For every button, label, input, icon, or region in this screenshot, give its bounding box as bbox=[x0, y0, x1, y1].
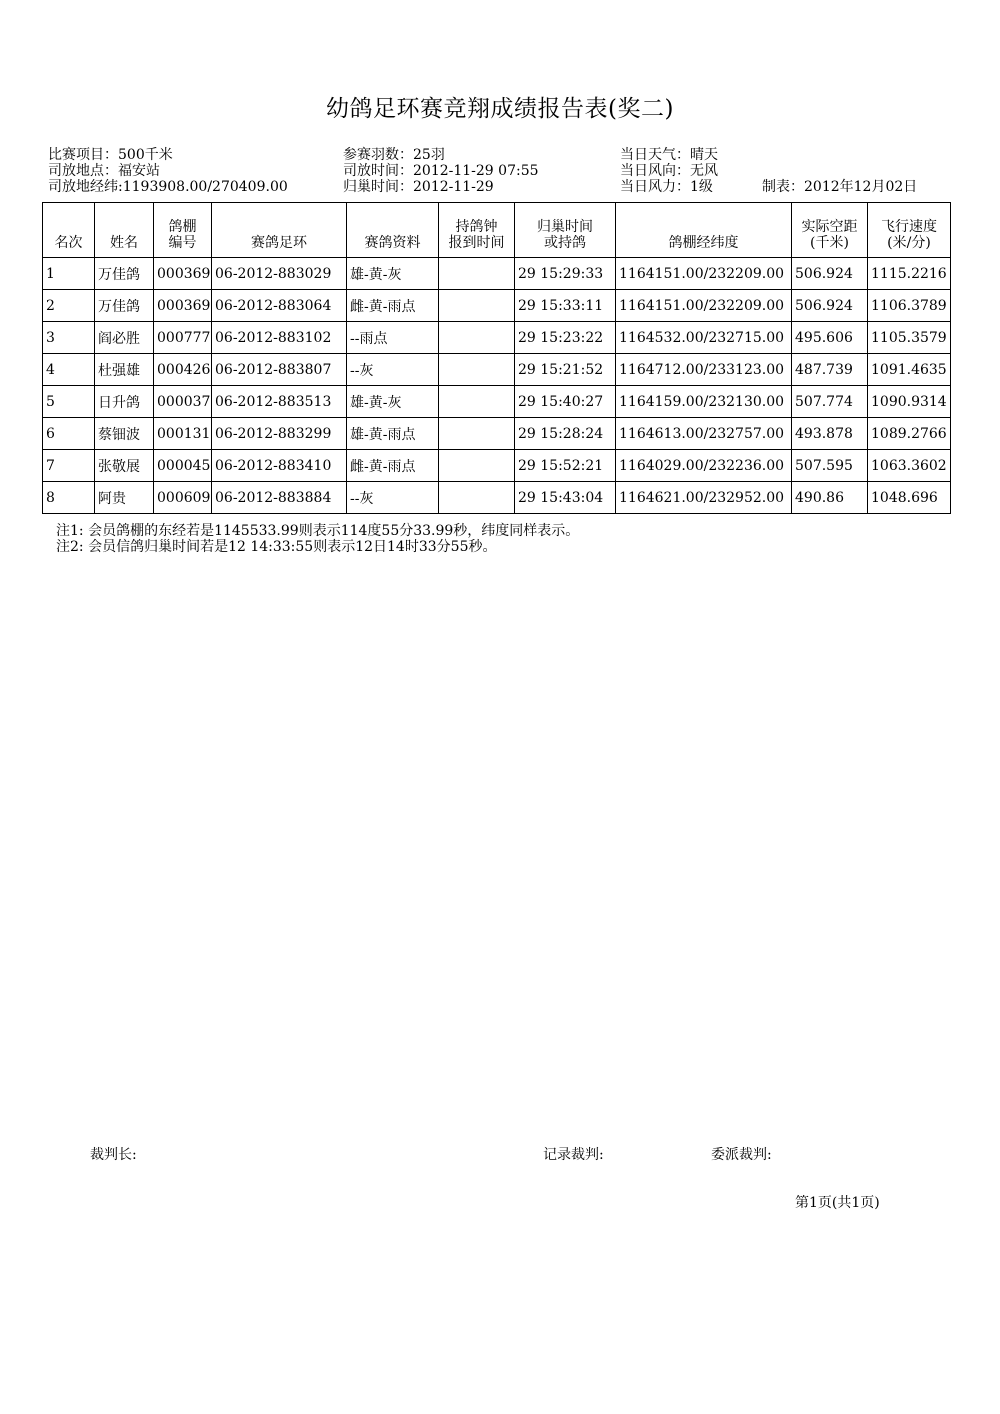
header-name-line: 姓名 bbox=[110, 235, 138, 251]
header-loft-id-line: 编号 bbox=[168, 235, 197, 251]
table-body bbox=[43, 258, 951, 514]
info-block-left bbox=[48, 147, 288, 195]
cell-bird-info: 雌-黄-雨点 bbox=[347, 450, 439, 482]
cell-loft-id: 000369 bbox=[154, 258, 212, 290]
header-loft-coords bbox=[616, 203, 792, 258]
info-wind-direction: 当日风向：无风 bbox=[620, 163, 718, 179]
cell-clock-time bbox=[439, 322, 515, 354]
info-release-site: 司放地点：福安站 bbox=[48, 163, 160, 179]
cell-rank: 3 bbox=[43, 322, 95, 354]
cell-clock-time bbox=[439, 482, 515, 514]
cell-distance: 507.595 bbox=[792, 450, 868, 482]
cell-name: 阎必胜 bbox=[95, 322, 154, 354]
cell-distance: 487.739 bbox=[792, 354, 868, 386]
cell-rank: 7 bbox=[43, 450, 95, 482]
info-entry-count: 参赛羽数：25羽 bbox=[343, 147, 445, 163]
cell-rank: 8 bbox=[43, 482, 95, 514]
table-row bbox=[43, 258, 951, 290]
header-ring-number bbox=[212, 203, 347, 258]
table-row bbox=[43, 450, 951, 482]
cell-loft-id: 000131 bbox=[154, 418, 212, 450]
info-release-coords: 司放地经纬:1193908.00/270409.00 bbox=[48, 179, 288, 195]
cell-rank: 6 bbox=[43, 418, 95, 450]
cell-loft-coords: 1164029.00/232236.00 bbox=[616, 450, 792, 482]
cell-name: 万佳鸽 bbox=[95, 258, 154, 290]
table-row bbox=[43, 322, 951, 354]
cell-rank: 4 bbox=[43, 354, 95, 386]
cell-return-time: 29 15:40:27 bbox=[515, 386, 616, 418]
cell-speed: 1105.3579 bbox=[868, 322, 951, 354]
report-title: 幼鸽足环赛竞翔成绩报告表(奖二) bbox=[326, 96, 674, 122]
header-clock-time-line: 持鸽钟 bbox=[455, 219, 498, 235]
cell-clock-time bbox=[439, 418, 515, 450]
cell-clock-time bbox=[439, 386, 515, 418]
header-distance-line: 实际空距 bbox=[801, 219, 858, 235]
cell-loft-coords: 1164151.00/232209.00 bbox=[616, 258, 792, 290]
cell-loft-coords: 1164712.00/233123.00 bbox=[616, 354, 792, 386]
cell-return-time: 29 15:33:11 bbox=[515, 290, 616, 322]
cell-distance: 490.86 bbox=[792, 482, 868, 514]
cell-bird-info: 雄-黄-灰 bbox=[347, 386, 439, 418]
header-distance-line: (千米) bbox=[810, 235, 849, 251]
cell-ring-number: 06-2012-883513 bbox=[212, 386, 347, 418]
cell-bird-info: 雄-黄-雨点 bbox=[347, 418, 439, 450]
info-block-middle bbox=[343, 147, 539, 195]
cell-speed: 1090.9314 bbox=[868, 386, 951, 418]
info-made-date: 制表：2012年12月02日 bbox=[762, 179, 918, 195]
cell-distance: 507.774 bbox=[792, 386, 868, 418]
info-weather: 当日天气：晴天 bbox=[620, 147, 718, 163]
cell-distance: 493.878 bbox=[792, 418, 868, 450]
cell-distance: 506.924 bbox=[792, 258, 868, 290]
cell-loft-id: 000426 bbox=[154, 354, 212, 386]
cell-loft-id: 000045 bbox=[154, 450, 212, 482]
note-2: 注2: 会员信鸽归巢时间若是12 14:33:55则表示12日14时33分55秒。 bbox=[56, 539, 497, 555]
cell-clock-time bbox=[439, 450, 515, 482]
table-row bbox=[43, 386, 951, 418]
cell-speed: 1115.2216 bbox=[868, 258, 951, 290]
header-clock-time bbox=[439, 203, 515, 258]
table-header-row bbox=[43, 203, 951, 258]
cell-ring-number: 06-2012-883064 bbox=[212, 290, 347, 322]
cell-ring-number: 06-2012-883102 bbox=[212, 322, 347, 354]
info-race-item: 比赛项目：500千米 bbox=[48, 147, 173, 163]
cell-speed: 1106.3789 bbox=[868, 290, 951, 322]
cell-loft-coords: 1164532.00/232715.00 bbox=[616, 322, 792, 354]
header-loft-coords-line: 鸽棚经纬度 bbox=[668, 235, 739, 251]
cell-bird-info: --雨点 bbox=[347, 322, 439, 354]
cell-rank: 5 bbox=[43, 386, 95, 418]
cell-loft-id: 000037 bbox=[154, 386, 212, 418]
table-row bbox=[43, 290, 951, 322]
cell-return-time: 29 15:43:04 bbox=[515, 482, 616, 514]
info-wind-force: 当日风力：1级 bbox=[620, 179, 713, 195]
header-rank-line: 名次 bbox=[54, 235, 83, 251]
cell-return-time: 29 15:28:24 bbox=[515, 418, 616, 450]
header-clock-time-line: 报到时间 bbox=[448, 235, 505, 251]
header-name bbox=[95, 203, 154, 258]
chief-referee-label: 裁判长: bbox=[90, 1147, 137, 1163]
info-release-time: 司放时间：2012-11-29 07:55 bbox=[343, 163, 539, 179]
notes bbox=[56, 523, 579, 555]
header-speed bbox=[868, 203, 951, 258]
cell-speed: 1089.2766 bbox=[868, 418, 951, 450]
cell-loft-coords: 1164151.00/232209.00 bbox=[616, 290, 792, 322]
cell-loft-coords: 1164159.00/232130.00 bbox=[616, 386, 792, 418]
header-ring-number-line: 赛鸽足环 bbox=[251, 235, 307, 251]
cell-ring-number: 06-2012-883807 bbox=[212, 354, 347, 386]
table-row bbox=[43, 482, 951, 514]
header-rank bbox=[43, 203, 95, 258]
cell-speed: 1063.3602 bbox=[868, 450, 951, 482]
header-speed-line: 飞行速度 bbox=[881, 219, 937, 235]
cell-name: 杜强雄 bbox=[95, 354, 154, 386]
cell-bird-info: 雄-黄-灰 bbox=[347, 258, 439, 290]
note-1: 注1: 会员鸽棚的东经若是1145533.99则表示114度55分33.99秒，纬度同样表示。 bbox=[56, 523, 580, 539]
cell-rank: 2 bbox=[43, 290, 95, 322]
cell-clock-time bbox=[439, 258, 515, 290]
info-return-date: 归巢时间：2012-11-29 bbox=[343, 179, 494, 195]
header-return-time bbox=[515, 203, 616, 258]
cell-ring-number: 06-2012-883299 bbox=[212, 418, 347, 450]
cell-loft-id: 000609 bbox=[154, 482, 212, 514]
delegated-referee-label: 委派裁判: bbox=[711, 1147, 772, 1163]
header-loft-id bbox=[154, 203, 212, 258]
cell-bird-info: --灰 bbox=[347, 354, 439, 386]
cell-loft-coords: 1164613.00/232757.00 bbox=[616, 418, 792, 450]
cell-clock-time bbox=[439, 354, 515, 386]
cell-name: 万佳鸽 bbox=[95, 290, 154, 322]
results-table bbox=[42, 202, 951, 514]
recording-referee-label: 记录裁判: bbox=[543, 1147, 604, 1163]
cell-distance: 506.924 bbox=[792, 290, 868, 322]
cell-speed: 1048.696 bbox=[868, 482, 951, 514]
cell-name: 蔡钿波 bbox=[95, 418, 154, 450]
header-distance bbox=[792, 203, 868, 258]
cell-return-time: 29 15:23:22 bbox=[515, 322, 616, 354]
header-return-time-line: 或持鸽 bbox=[544, 235, 586, 251]
cell-loft-id: 000777 bbox=[154, 322, 212, 354]
table-row bbox=[43, 354, 951, 386]
cell-bird-info: 雌-黄-雨点 bbox=[347, 290, 439, 322]
cell-ring-number: 06-2012-883410 bbox=[212, 450, 347, 482]
header-speed-line: (米/分) bbox=[887, 235, 931, 251]
cell-speed: 1091.4635 bbox=[868, 354, 951, 386]
cell-rank: 1 bbox=[43, 258, 95, 290]
cell-ring-number: 06-2012-883884 bbox=[212, 482, 347, 514]
cell-name: 阿贵 bbox=[95, 482, 154, 514]
cell-return-time: 29 15:21:52 bbox=[515, 354, 616, 386]
header-bird-info bbox=[347, 203, 439, 258]
cell-bird-info: --灰 bbox=[347, 482, 439, 514]
cell-return-time: 29 15:52:21 bbox=[515, 450, 616, 482]
cell-name: 张敬展 bbox=[95, 450, 154, 482]
cell-loft-coords: 1164621.00/232952.00 bbox=[616, 482, 792, 514]
header-loft-id-line: 鸽棚 bbox=[168, 219, 197, 235]
cell-ring-number: 06-2012-883029 bbox=[212, 258, 347, 290]
table-row bbox=[43, 418, 951, 450]
cell-name: 日升鸽 bbox=[95, 386, 154, 418]
cell-return-time: 29 15:29:33 bbox=[515, 258, 616, 290]
cell-loft-id: 000369 bbox=[154, 290, 212, 322]
header-return-time-line: 归巢时间 bbox=[537, 219, 593, 235]
info-block-right bbox=[620, 147, 718, 195]
cell-clock-time bbox=[439, 290, 515, 322]
page-number: 第1页(共1页) bbox=[795, 1195, 880, 1211]
header-bird-info-line: 赛鸽资料 bbox=[364, 235, 421, 251]
cell-distance: 495.606 bbox=[792, 322, 868, 354]
